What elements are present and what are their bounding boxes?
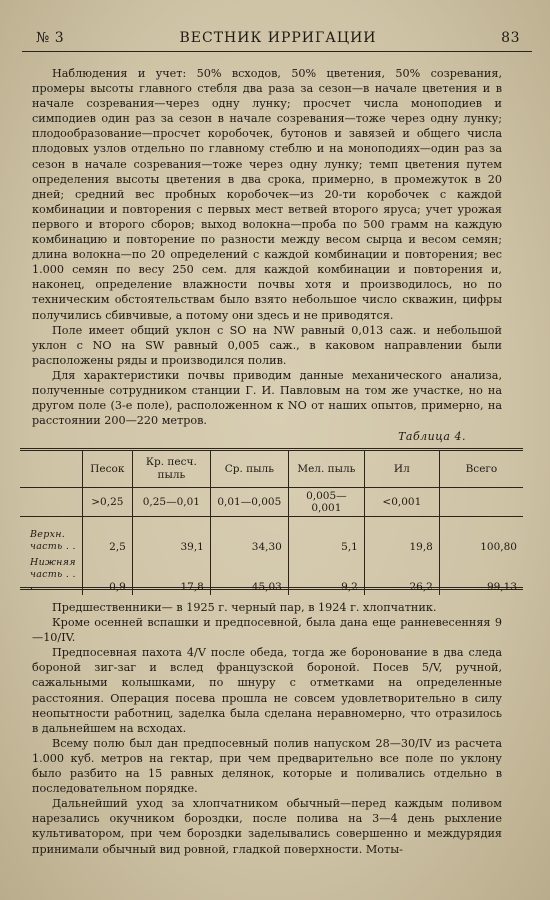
- table-cell: [20, 488, 82, 517]
- paragraph-observations: Наблюдения и учет: 50% всходов, 50% цветения, 50% созревания, промеры высоты главного стебля два раза за сезон—в начале цветения и в начале созревания—через одну лунку; просчет числа моноподиев и симподиев один раз за сезон в начале созревания—тоже через одну лунку; плодообразование—просчет коробочек, бутонов и завязей и общего числа плодовых узлов отдельно по главному стеблю и на моноподиях—один раз за сезон в начале созревания—тоже через одну лунку; темп цветения путем определения высоты цветения в два срока, примерно, в промежуток в 20 дней; средний вес пробных коробочек—из 20-ти коробочек с каждой комбинации и повторения с первых мест ветвей второго яруса; учет урожая первого и второго сборов; выход волокна—проба по 500 грамм на каждую комбинацию и повторение по разности между весом сырца и весом семян; длина волокна—по 20 определений с каждой комбинации и повторения; вес 1.000 семян по весу 250 сем. для каждой комбинации и повторения и, наконец, определение влажности почвы хотя и производилось, но по техническим обстоятельствам было взято небольшое число скважин, цифры получились сбивчивые, а потому они здесь и не приводятся.: [32, 67, 502, 322]
- table-header-row: [20, 451, 523, 488]
- row-label: Нижняя часть . . .: [30, 557, 76, 592]
- text-block-bottom: [32, 600, 502, 857]
- table-cell: 0,01—0,005: [210, 488, 288, 517]
- table-row: [20, 488, 523, 517]
- col-header: Кр. песч. пыль: [132, 451, 210, 488]
- paragraph-slope: Поле имеет общий уклон с SO на NW равный 0,013 саж. и небольшой уклон с NO на SW равный 0,005 саж., в каковом направлении были расположены ряды и производился полив.: [32, 323, 502, 367]
- table-cell: [439, 488, 523, 517]
- col-header: Мел. пыль: [288, 451, 364, 488]
- header-rule: [22, 51, 532, 52]
- paragraph-sowing: Предпосевная пахота 4/V после обеда, тогда же боронование в два следа бороной зиг-заг и вслед французской бороной. Посев 5/V, ручной, сажальными колышками, по шнуру с отметками на определенные расстояния. Операция посева прошла не совсем удовлетворительно в силу неопытности работниц, заделка была сделана неравномерно, что отразилось в дальнейшем на всходах.: [32, 646, 502, 735]
- col-header: Песок: [82, 451, 132, 488]
- text-block-top: [32, 66, 502, 428]
- table-cell: 26,2: [364, 555, 439, 595]
- table-cell: 0,9: [82, 555, 132, 595]
- table-cell: 2,5: [82, 517, 132, 556]
- table-cell: 45,03: [210, 555, 288, 595]
- table-cell: 99,13: [439, 555, 523, 595]
- paragraph-predecessors: Предшественники— в 1925 г. черный пар, в 1924 г. хлопчатник.: [52, 601, 437, 614]
- table-cell: >0,25: [82, 488, 132, 517]
- page-number: 83: [501, 30, 520, 46]
- col-header: [20, 451, 82, 488]
- table-cell: 39,1: [132, 517, 210, 556]
- page-header: [26, 30, 530, 50]
- paragraph-soil-analysis: Для характеристики почвы приводим данные механического анализа, полученные сотрудником станции Г. И. Павловым на том же участке, но на другом поле (3-е поле), расположенном к NO от наших опытов, примерно, на расстоянии 200—220 метров.: [32, 368, 502, 428]
- table-cell: 9,2: [288, 555, 364, 595]
- issue-number: № 3: [36, 30, 65, 46]
- table-cell: 0,25—0,01: [132, 488, 210, 517]
- table-caption: Таблица 4.: [398, 430, 466, 443]
- col-header: Ил: [364, 451, 439, 488]
- paragraph-irrigation: Всему полю был дан предпосевный полив напуском 28—30/IV из расчета 1.000 куб. метров на гектар, при чем предварительно все поле по уклону было разбито на 15 равных делянок, которые и поливались отдельно в последовательном порядке.: [32, 736, 502, 796]
- journal-title: ВЕСТНИК ИРРИГАЦИИ: [179, 30, 377, 46]
- col-header: Ср. пыль: [210, 451, 288, 488]
- soil-table: [20, 448, 523, 593]
- table-row: [20, 555, 523, 595]
- table-cell: 17,8: [132, 555, 210, 595]
- table-row: [20, 517, 523, 556]
- row-label: Верхн. часть . .: [30, 529, 76, 552]
- table-cell: 19,8: [364, 517, 439, 556]
- table-cell: 0,005—0,001: [288, 488, 364, 517]
- table-cell: 34,30: [210, 517, 288, 556]
- paragraph-plowing: Кроме осенней вспашки и предпосевной, была дана еще ранневесенняя 9—10/IV.: [32, 616, 502, 645]
- table-cell: 5,1: [288, 517, 364, 556]
- table-cell: 100,80: [439, 517, 523, 556]
- paragraph-care: Дальнейший уход за хлопчатником обычный—перед каждым поливом нарезались окучником бороздки, после полива на 3—4 день рыхление культиватором, при чем бороздки заделывались совершенно и междурядия принимали обычный вид ровной, гладкой поверхности. Моты-: [32, 797, 502, 856]
- table-cell: <0,001: [364, 488, 439, 517]
- col-header: Всего: [439, 451, 523, 488]
